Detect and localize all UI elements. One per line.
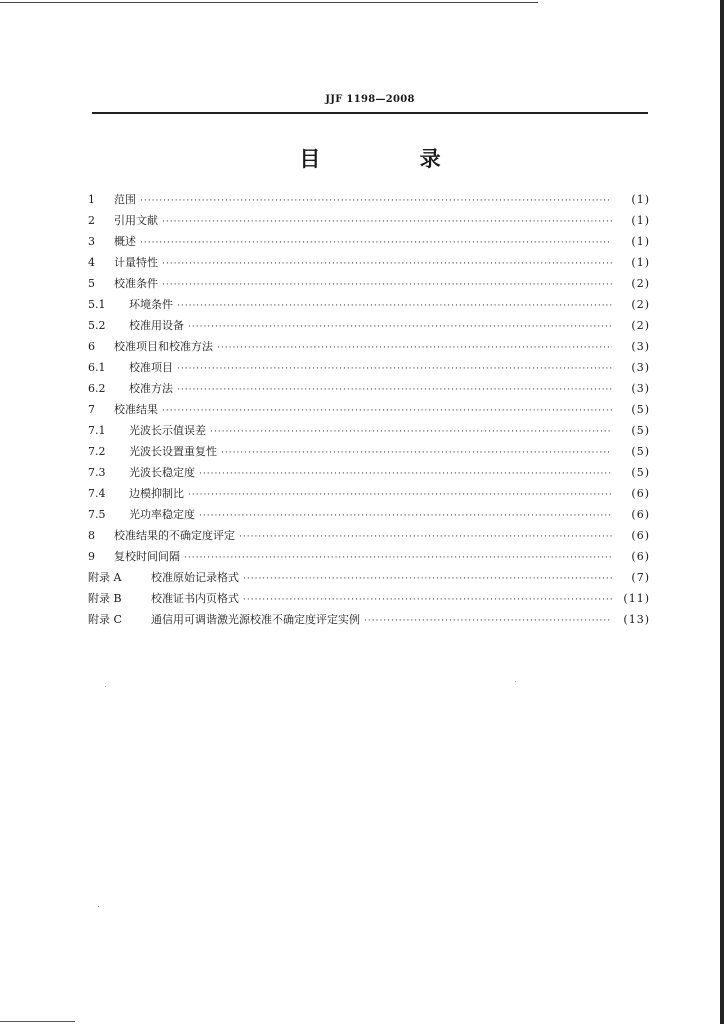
toc-entry-number: 7.2 <box>88 445 106 458</box>
toc-entry-number: 2 <box>88 214 95 227</box>
toc-entry-page: (5) <box>631 445 650 458</box>
toc-entry-title: 校准方法 <box>129 382 173 395</box>
toc-entry-appendix-b[interactable] <box>88 585 650 606</box>
toc-entry-page: (6) <box>631 508 650 521</box>
toc-entry-title: 光功率稳定度 <box>129 508 195 521</box>
toc-entry-title: 边模抑制比 <box>129 487 184 500</box>
toc-entry-title: 校准项目和校准方法 <box>114 340 213 353</box>
toc-title: 目 录 <box>299 146 487 171</box>
toc-entry-2[interactable] <box>88 207 650 228</box>
toc-entry-title: 光波长设置重复性 <box>129 445 217 458</box>
toc-entry-title: 校准原始记录格式 <box>151 571 239 584</box>
toc-entry-7[interactable] <box>88 396 650 417</box>
toc-entry-title: 通信用可调谐激光源校准不确定度评定实例 <box>151 613 360 626</box>
toc-entry-6-2[interactable] <box>88 375 650 396</box>
toc-entry-title: 校准项目 <box>129 361 173 374</box>
toc-leader-dots <box>243 573 612 585</box>
toc-leader-dots <box>239 531 612 543</box>
toc-leader-dots <box>221 447 612 459</box>
toc-leader-dots <box>177 384 612 396</box>
toc-leader-dots <box>177 363 612 375</box>
toc-entry-title: 复校时间间隔 <box>114 550 180 563</box>
toc-entry-number: 附录 C <box>88 613 122 626</box>
toc-entry-page: (1) <box>631 235 650 248</box>
toc-entry-7-3[interactable] <box>88 459 650 480</box>
toc-entry-title: 范围 <box>114 193 136 206</box>
toc-entry-page: (13) <box>623 613 650 626</box>
toc-entry-title: 校准结果 <box>114 403 158 416</box>
toc-entry-title: 环境条件 <box>129 298 173 311</box>
toc-entry-number: 7 <box>88 403 95 416</box>
toc-leader-dots <box>243 594 612 606</box>
scan-speck <box>98 906 99 907</box>
toc-entry-title: 校准条件 <box>114 277 158 290</box>
toc-entry-number: 7.1 <box>88 424 106 437</box>
toc-entry-number: 1 <box>88 193 95 206</box>
toc-entry-number: 7.3 <box>88 466 106 479</box>
standard-code-header: JJF 1198—2008 <box>325 94 415 105</box>
toc-leader-dots <box>199 510 612 522</box>
toc-entry-title: 计量特性 <box>114 256 158 269</box>
toc-leader-dots <box>199 468 612 480</box>
scan-speck <box>105 686 106 687</box>
toc-entry-4[interactable] <box>88 249 650 270</box>
toc-entry-page: (6) <box>631 550 650 563</box>
toc-entry-page: (2) <box>631 298 650 311</box>
toc-entry-number: 附录 B <box>88 592 122 605</box>
toc-leader-dots <box>162 405 612 417</box>
toc-entry-page: (3) <box>631 361 650 374</box>
toc-entry-6[interactable] <box>88 333 650 354</box>
toc-entry-8[interactable] <box>88 522 650 543</box>
toc-entry-number: 6.2 <box>88 382 106 395</box>
scan-top-rule <box>0 2 538 3</box>
toc-entry-1[interactable] <box>88 186 650 207</box>
toc-entry-page: (2) <box>631 319 650 332</box>
toc-leader-dots <box>364 615 612 627</box>
toc-entry-page: (3) <box>631 340 650 353</box>
toc-entry-page: (5) <box>631 466 650 479</box>
toc-entry-title: 光波长示值误差 <box>129 424 206 437</box>
toc-entry-number: 7.5 <box>88 508 106 521</box>
toc-leader-dots <box>140 237 612 249</box>
toc-entry-7-5[interactable] <box>88 501 650 522</box>
toc-leader-dots <box>217 342 612 354</box>
toc-leader-dots <box>162 279 612 291</box>
toc-entry-number: 附录 A <box>88 571 122 584</box>
toc-leader-dots <box>188 321 612 333</box>
toc-entry-title: 校准用设备 <box>129 319 184 332</box>
scan-right-edge <box>720 0 724 1024</box>
toc-entry-5-1[interactable] <box>88 291 650 312</box>
table-of-contents <box>88 186 650 627</box>
toc-entry-page: (7) <box>631 571 650 584</box>
toc-entry-7-2[interactable] <box>88 438 650 459</box>
toc-entry-page: (2) <box>631 277 650 290</box>
toc-entry-9[interactable] <box>88 543 650 564</box>
toc-entry-appendix-a[interactable] <box>88 564 650 585</box>
toc-entry-number: 9 <box>88 550 95 563</box>
toc-entry-title: 光波长稳定度 <box>129 466 195 479</box>
toc-leader-dots <box>162 216 612 228</box>
toc-entry-number: 7.4 <box>88 487 106 500</box>
toc-entry-number: 6.1 <box>88 361 106 374</box>
toc-entry-page: (6) <box>631 487 650 500</box>
toc-entry-5-2[interactable] <box>88 312 650 333</box>
toc-leader-dots <box>184 552 612 564</box>
scan-speck <box>515 681 516 682</box>
toc-entry-page: (5) <box>631 424 650 437</box>
toc-entry-6-1[interactable] <box>88 354 650 375</box>
toc-entry-page: (5) <box>631 403 650 416</box>
toc-entry-number: 5.1 <box>88 298 106 311</box>
toc-entry-title: 校准结果的不确定度评定 <box>114 529 235 542</box>
toc-entry-7-1[interactable] <box>88 417 650 438</box>
scan-bottom-rule <box>0 1021 75 1022</box>
toc-leader-dots <box>188 489 612 501</box>
toc-entry-7-4[interactable] <box>88 480 650 501</box>
toc-entry-appendix-c[interactable] <box>88 606 650 627</box>
toc-entry-title: 引用文献 <box>114 214 158 227</box>
toc-entry-page: (11) <box>623 592 650 605</box>
toc-entry-number: 5.2 <box>88 319 106 332</box>
toc-leader-dots <box>162 258 612 270</box>
toc-entry-page: (6) <box>631 529 650 542</box>
toc-entry-number: 5 <box>88 277 95 290</box>
toc-entry-5[interactable] <box>88 270 650 291</box>
header-rule <box>92 112 648 114</box>
toc-entry-number: 3 <box>88 235 95 248</box>
toc-entry-page: (1) <box>631 193 650 206</box>
toc-entry-title: 概述 <box>114 235 136 248</box>
toc-leader-dots <box>177 300 612 312</box>
toc-entry-page: (1) <box>631 256 650 269</box>
toc-entry-page: (1) <box>631 214 650 227</box>
toc-entry-number: 4 <box>88 256 95 269</box>
toc-leader-dots <box>210 426 612 438</box>
toc-entry-title: 校准证书内页格式 <box>151 592 239 605</box>
toc-entry-page: (3) <box>631 382 650 395</box>
toc-entry-number: 8 <box>88 529 95 542</box>
toc-entry-number: 6 <box>88 340 95 353</box>
toc-entry-3[interactable] <box>88 228 650 249</box>
toc-leader-dots <box>140 195 612 207</box>
